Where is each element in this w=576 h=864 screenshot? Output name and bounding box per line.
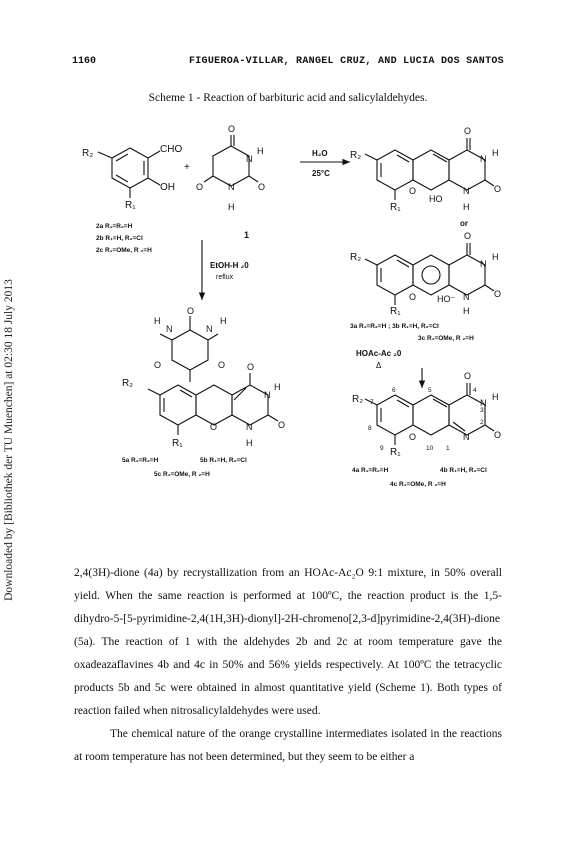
label-n-3: N [480, 154, 487, 164]
label-oh: OH [160, 182, 175, 193]
label-h-4: H [492, 392, 499, 402]
salicylaldehyde-structure [98, 148, 160, 198]
compound-1-label: 1 [244, 230, 250, 240]
compound-5b-label: 5b R₁=H, R₂=Cl [200, 457, 247, 464]
atom-number-2: 2 [480, 419, 484, 426]
reaction-scheme [60, 110, 530, 510]
structure-drawings [98, 135, 494, 445]
label-o-5-top: O [187, 306, 195, 316]
label-h-1-bottom: H [228, 202, 235, 212]
label-n-3i-bottom: N [463, 292, 470, 302]
label-n-4: N [480, 398, 487, 408]
label-o-3-right: O [494, 184, 502, 194]
condition-reflux: reflux [216, 274, 234, 281]
label-n-1-right: N [246, 154, 253, 164]
label-o-4-ring: O [409, 432, 417, 442]
label-h-5-right: H [220, 316, 227, 326]
compound-3ab-label: 3a R₁=R₂=H ; 3b R₁=H, R₂=Cl [350, 323, 439, 330]
label-r1-3: R₁ [390, 202, 401, 213]
label-o-1-top: O [228, 124, 236, 134]
structure-labels [82, 124, 501, 488]
compound-2b-label: 2b R₁=H, R₂=Cl [96, 235, 143, 242]
compound-3-structure [365, 138, 494, 200]
label-o-3i-top: O [464, 231, 472, 241]
label-n-3-bottom: N [463, 186, 470, 196]
compound-3c-label: 3c R₁=OMe, R ₂=H [418, 335, 474, 342]
label-h-1-right: H [257, 146, 264, 156]
label-cho: CHO [160, 144, 183, 155]
label-h-5-left: H [154, 316, 161, 326]
label-r1-5: R₁ [172, 438, 183, 449]
condition-water: H₂O [312, 149, 328, 158]
label-h-3: H [492, 148, 499, 158]
label-r1-3i: R₁ [390, 306, 401, 317]
label-o-5-right: O [218, 360, 226, 370]
label-r2-4: R₂ [352, 394, 364, 405]
label-n-5-left: N [166, 324, 173, 334]
label-o-3-top: O [464, 126, 472, 136]
condition-delta: Δ [376, 361, 382, 370]
label-h-3-bottom: H [463, 202, 470, 212]
compound-2a-label: 2a R₁=R₂=H [96, 223, 133, 230]
label-h-5: H [274, 382, 281, 392]
compound-4a-label: 4a R₁=R₂=H [352, 467, 389, 474]
running-authors: FIGUEROA-VILLAR, RANGEL CRUZ, AND LUCIA DOS SANTOS [188, 56, 504, 67]
scheme-caption: Scheme 1 - Reaction of barbituric acid and salicylaldehydes. [148, 92, 428, 104]
label-or: or [460, 219, 468, 228]
label-n-5: N [264, 390, 271, 400]
atom-number-8: 8 [368, 425, 372, 432]
paragraph-1: 2,4(3H)-dione (4a) by recrystallization from an HOAc-Ac₂O 9:1 mixture, in 50% overall yield. When the same reaction is performed at 100ºC, the reaction product is the 1,5-dihydro-5-[5-pyrimidine-2,4(1H,3H)-dionyl]-2H-chromeno[2,3-d]pyrimidine-2,4(3H)-dione (5a). The reaction of 1 with the aldehydes 2b and 2c at room temperature gave the oxadeazaflavines 4b and 4c in 50% and 56% yields respectively. At 100ºC the tetracyclic products 5b and 5c were obtained in almost quantitative yield (Scheme 1). Both types of reaction failed when nitrosalicylaldehydes were used. [74, 567, 502, 717]
label-ho-3: HO [429, 194, 443, 204]
label-o-4-top: O [464, 371, 472, 381]
condition-25c: 25°C [312, 169, 330, 178]
atom-number-7: 7 [370, 399, 374, 406]
atom-number-1: 1 [446, 445, 450, 452]
compound-4c-label: 4c R₁=OMe, R ₂=H [390, 481, 446, 488]
compound-5a-label: 5a R₁=R₂=H [122, 457, 159, 464]
label-r2-5: R₂ [122, 378, 134, 389]
label-n-1-bottom: N [228, 182, 235, 192]
atom-number-10: 10 [426, 445, 434, 452]
compound-2c-label: 2c R₁=OMe, R ₂=H [96, 247, 152, 254]
compound-4b-label: 4b R₁=H, R₂=Cl [440, 467, 487, 474]
label-o-3i-ring: O [409, 292, 417, 302]
condition-hoac: HOAc-Ac ₂0 [356, 349, 402, 358]
label-n-5-right: N [206, 324, 213, 334]
download-watermark [0, 0, 20, 864]
label-n-5-bottom: N [246, 422, 253, 432]
atom-number-3: 3 [480, 407, 484, 414]
label-h-3i-bottom: H [463, 306, 470, 316]
label-o-5-end: O [278, 420, 286, 430]
label-r2-2: R₂ [82, 148, 94, 159]
label-o-1-left: O [196, 182, 204, 192]
download-notice: Downloaded by [Bibliothek der TU Muenchen] at 02:30 18 July 2013 [3, 279, 15, 601]
atom-number-4: 4 [473, 387, 477, 394]
label-o-5-left: O [154, 360, 162, 370]
label-o-5-ring: O [210, 422, 218, 432]
label-r1-4: R₁ [390, 447, 401, 458]
label-h-5-bottom: H [246, 438, 253, 448]
plus-sign: + [184, 162, 190, 173]
atom-number-6: 6 [392, 387, 396, 394]
label-o-5-keto: O [247, 362, 255, 372]
label-n-4-bottom: N [463, 432, 470, 442]
label-o-3-ring: O [409, 186, 417, 196]
label-r1-2: R₁ [125, 200, 136, 211]
label-o-1-right: O [258, 182, 266, 192]
compound-5c-label: 5c R₁=OMe, R ₂=H [154, 471, 210, 478]
compound-3-ionic-structure [365, 243, 494, 305]
label-h-3i: H [492, 252, 499, 262]
atom-number-9: 9 [380, 445, 384, 452]
paragraph-2: The chemical nature of the orange crystalline intermediates isolated in the reactions at room temperature has not been determined, but they seem to be either a [74, 728, 502, 763]
label-o-4-right: O [494, 430, 502, 440]
body-text [74, 562, 502, 769]
label-n-3i: N [480, 259, 487, 269]
page-number: 1160 [72, 56, 97, 67]
label-ho-minus: HO⁻ [437, 294, 456, 304]
label-o-3i-right: O [494, 289, 502, 299]
label-r2-3: R₂ [350, 150, 362, 161]
label-r2-3i: R₂ [350, 252, 362, 263]
atom-number-5: 5 [428, 387, 432, 394]
condition-ethanol: EtOH-H ₂0 [210, 261, 249, 270]
